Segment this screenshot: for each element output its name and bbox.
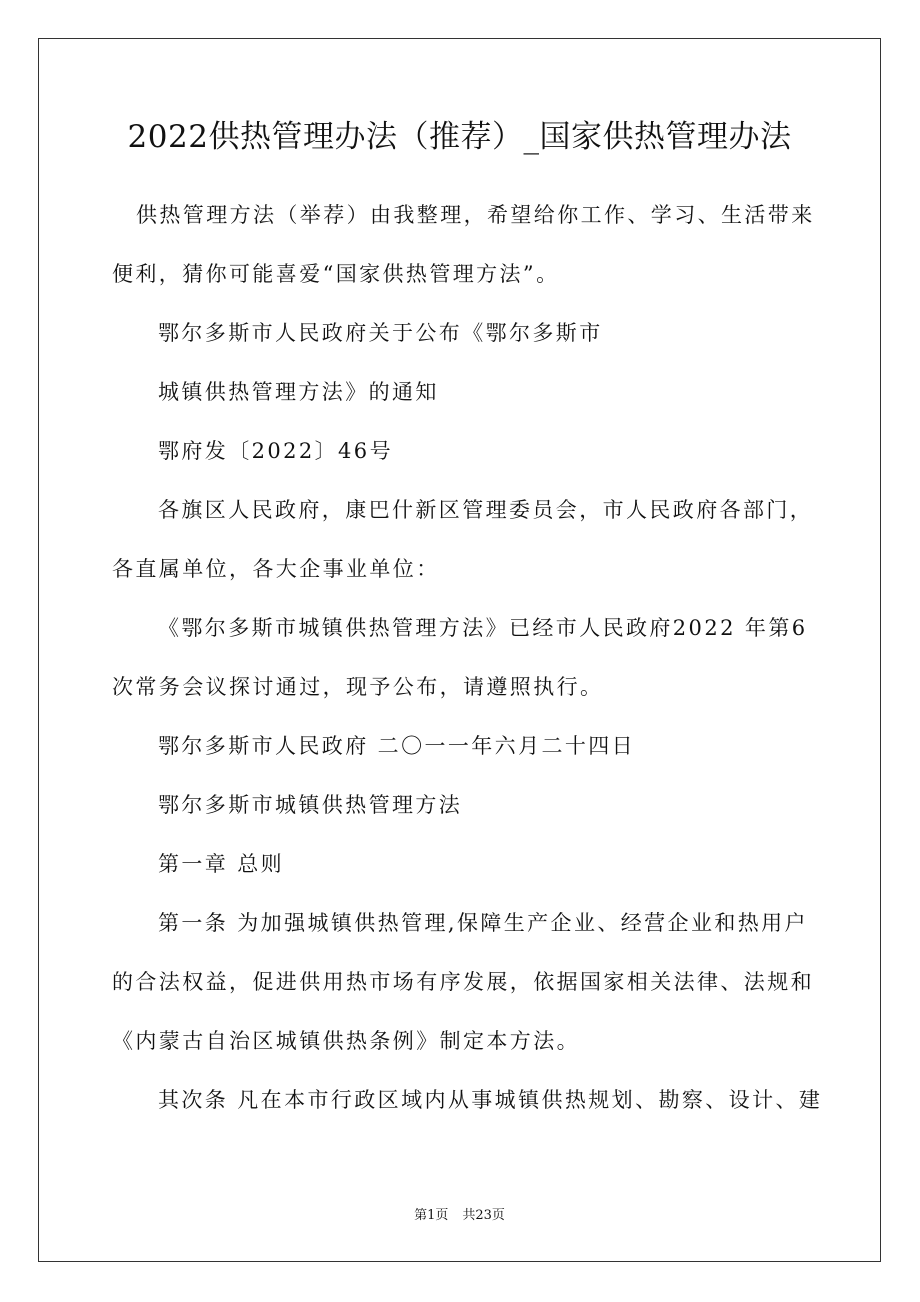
chapter-heading: 第一章 总则	[158, 852, 285, 876]
paragraph-line: 各直属单位，各大企事业单位：	[112, 557, 440, 581]
paragraph-line: 其次条 凡在本市行政区域内从事城镇供热规划、勘察、设计、建	[158, 1088, 823, 1112]
paragraph-line: 便利，猜你可能喜爱“国家供热管理方法”。	[112, 262, 560, 286]
paragraph-line: 第一条 为加强城镇供热管理,保障生产企业、经营企业和热用户	[158, 911, 808, 935]
paragraph-line: 次常务会议探讨通过，现予公布，请遵照执行。	[112, 675, 604, 699]
paragraph-line: 鄂尔多斯市城镇供热管理方法	[158, 793, 463, 817]
paragraph-line: 供热管理方法（举荐）由我整理，希望给你工作、学习、生活带来	[136, 203, 815, 227]
paragraph-line: 鄂尔多斯市人民政府 二〇一一年六月二十四日	[158, 734, 636, 758]
paragraph-line: 鄂府发〔2022〕46号	[158, 439, 393, 463]
paragraph-line: 《鄂尔多斯市城镇供热管理方法》已经市人民政府2022 年第6	[158, 616, 808, 640]
page-total: 共23页	[462, 1208, 505, 1223]
paragraph-line: 《内蒙古自治区城镇供热条例》制定本方法。	[112, 1029, 580, 1053]
paragraph-line: 城镇供热管理方法》的通知	[158, 380, 439, 404]
paragraph-line: 的合法权益，促进供用热市场有序发展，依据国家相关法律、法规和	[112, 970, 814, 994]
document-title: 2022供热管理办法（推荐）_国家供热管理办法	[127, 119, 792, 155]
document-body	[112, 193, 823, 1137]
paragraph-line: 鄂尔多斯市人民政府关于公布《鄂尔多斯市	[158, 321, 603, 345]
page-footer	[38, 1206, 881, 1226]
paragraph-line: 各旗区人民政府，康巴什新区管理委员会，市人民政府各部门，	[158, 498, 814, 522]
page-number: 第1页	[414, 1208, 449, 1223]
